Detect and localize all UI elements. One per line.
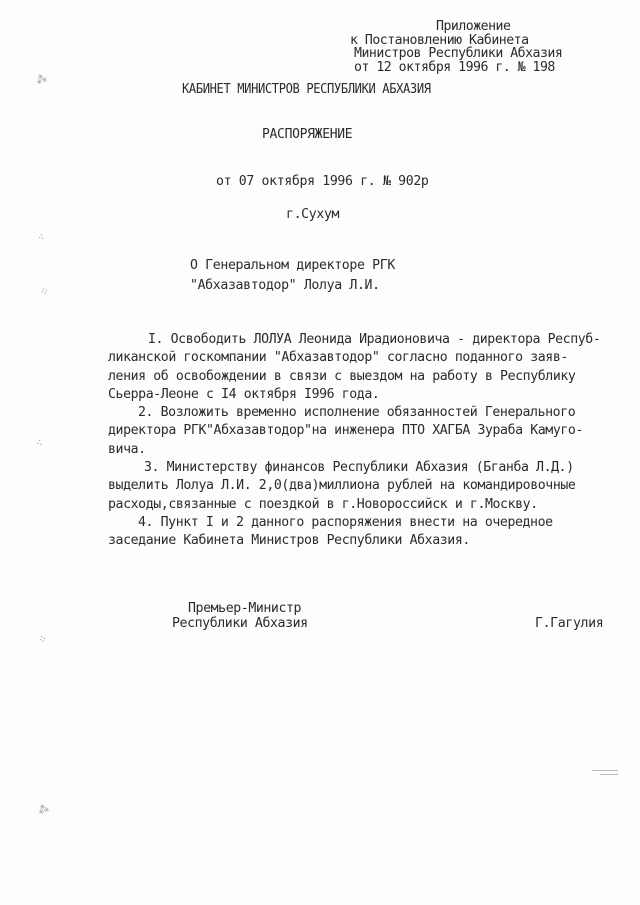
document-city: г.Сухум [286, 207, 340, 222]
issuer-header: КАБИНЕТ МИНИСТРОВ РЕСПУБЛИКИ АБХАЗИЯ [182, 82, 431, 97]
paragraph-4-line-1: 4. Пункт I и 2 данного распоряжения внести на очередное [138, 514, 553, 530]
signatory-title-line-2: Республики Абхазия [172, 616, 308, 631]
paragraph-2-line-1: 2. Возложить временно исполнение обязанностей Генерального [138, 405, 576, 421]
subject-line-1: О Генеральном директоре РГК [190, 258, 395, 273]
margin-mark: ⁂ [34, 71, 49, 88]
paragraph-2-line-3: вича. [108, 441, 146, 457]
document-subject [190, 256, 395, 296]
order-body [108, 331, 628, 551]
annex-line-4: от 12 октября 1996 г. № 198 [354, 59, 555, 75]
margin-mark: ⁘ [36, 631, 50, 648]
annex-line-1: Приложение [436, 19, 511, 34]
paragraph-1-line-4: Сьерра-Леоне с I4 октября I996 года. [108, 386, 380, 402]
signatory-title [172, 601, 308, 631]
paragraph-1-line-3: ления об освобождении в связи с выездом на работу в Республику [108, 368, 576, 384]
margin-mark: ⁘ [38, 283, 52, 300]
annex-line-3: Министров Республики Абхазия [354, 46, 563, 61]
document-date-number: от 07 октября 1996 г. № 902р [216, 174, 429, 189]
paragraph-1-line-2: ликанской госкомпании "Абхазавтодор" согласно поданного заяв- [108, 350, 568, 366]
signatory-title-line-1: Премьер-Министр [188, 601, 302, 616]
signatory-name: Г.Гагулия [535, 616, 604, 631]
document-type: РАСПОРЯЖЕНИЕ [262, 127, 353, 142]
paragraph-3-line-1: 3. Министерству финансов Республики Абхазия (Бганба Л.Д.) [144, 460, 574, 476]
margin-mark: ⁂ [36, 801, 51, 818]
margin-mark: ⁖ [35, 230, 47, 245]
subject-line-2: "Абхазавтодор" Лолуа Л.И. [190, 278, 380, 293]
paper-scuff [600, 774, 618, 775]
paragraph-3-line-3: расходы,связанные с поездкой в г.Новороссийск и г.Москву. [108, 496, 538, 512]
paragraph-2-line-2: директора РГК"Абхазавтодор"на инженера ПТО ХАГБА Зураба Камуго- [108, 423, 583, 439]
annex-note [350, 20, 562, 74]
paper-scuff [592, 770, 618, 771]
paragraph-3-line-2: выделить Лолуа Л.И. 2,0(два)миллиона рублей на командировочные [108, 478, 576, 494]
annex-line-2: к Постановлению Кабинета [350, 32, 529, 48]
margin-mark: ⁖ [33, 436, 45, 451]
paragraph-1-line-1: I. Освободить ЛОЛУА Леонида Ирадионовича - директора Респуб- [148, 332, 601, 347]
paragraph-4-line-2: заседание Кабинета Министров Республики Абхазия. [108, 533, 470, 549]
